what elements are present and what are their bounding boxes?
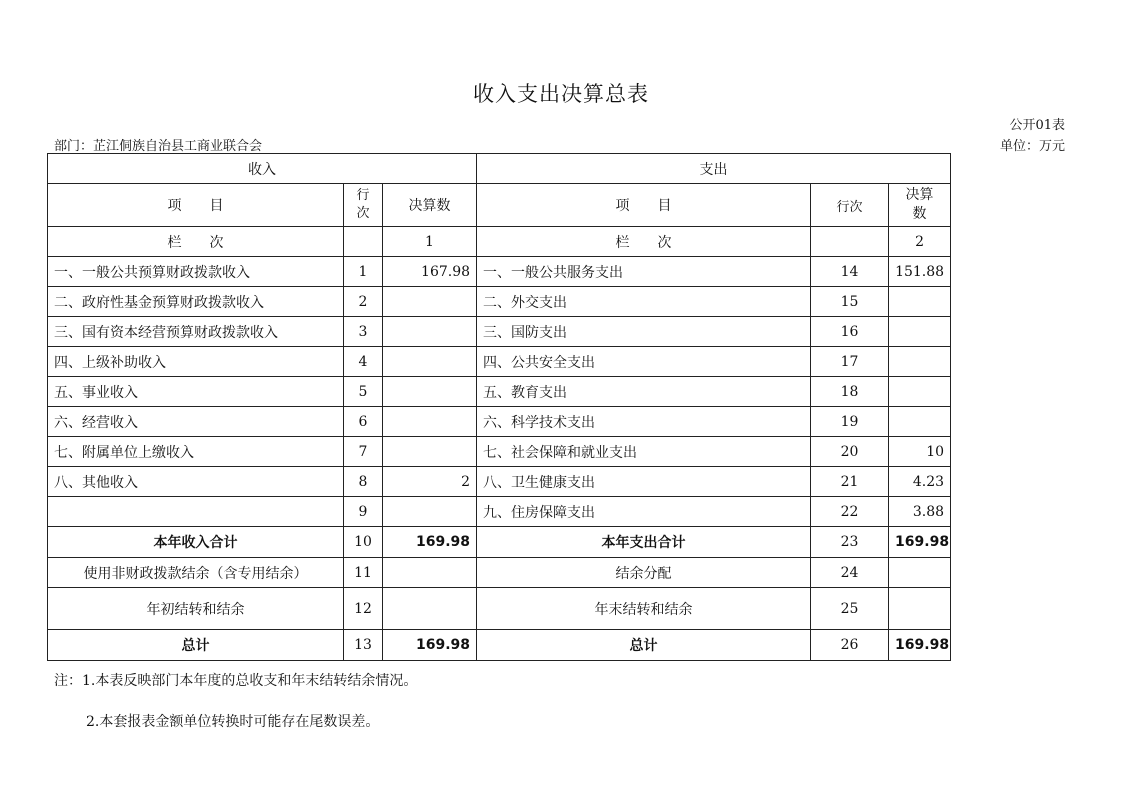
income-amount	[383, 407, 477, 437]
column-number-income: 1	[383, 227, 477, 257]
expense-line-number: 16	[811, 317, 889, 347]
surplus-distribution-label: 结余分配	[477, 558, 811, 588]
table-row	[48, 377, 951, 407]
expense-item: 四、公共安全支出	[477, 347, 811, 377]
expense-line-number: 21	[811, 467, 889, 497]
expense-amount-header: 决算 数	[889, 184, 951, 227]
income-amount	[383, 437, 477, 467]
expense-line-number: 22	[811, 497, 889, 527]
surplus-distribution-amount	[889, 558, 951, 588]
income-line-number: 1	[344, 257, 383, 287]
income-item: 五、事业收入	[48, 377, 344, 407]
expense-section-header: 支出	[477, 154, 951, 184]
expense-subtotal-amount: 169.98	[889, 527, 951, 558]
expense-subtotal-label: 本年支出合计	[477, 527, 811, 558]
income-subtotal-line: 10	[344, 527, 383, 558]
income-total-label: 总计	[48, 630, 344, 661]
table-row	[48, 407, 951, 437]
income-item: 一、一般公共预算财政拨款收入	[48, 257, 344, 287]
expense-line-number: 20	[811, 437, 889, 467]
surplus-distribution-line: 24	[811, 558, 889, 588]
income-item: 八、其他收入	[48, 467, 344, 497]
table-row	[48, 257, 951, 287]
note-2: 2.本套报表金额单位转换时可能存在尾数误差。	[86, 714, 380, 730]
table-row	[48, 437, 951, 467]
expense-item: 二、外交支出	[477, 287, 811, 317]
income-line-number: 6	[344, 407, 383, 437]
closing-carryover-label: 年末结转和结余	[477, 588, 811, 630]
expense-line-number: 17	[811, 347, 889, 377]
income-expense-table	[47, 153, 951, 661]
income-item: 二、政府性基金预算财政拨款收入	[48, 287, 344, 317]
expense-item: 三、国防支出	[477, 317, 811, 347]
expense-amount: 4.23	[889, 467, 951, 497]
expense-item: 八、卫生健康支出	[477, 467, 811, 497]
expense-amount: 3.88	[889, 497, 951, 527]
income-line-header: 行 次	[344, 184, 383, 227]
non-fiscal-balance-label: 使用非财政拨款结余（含专用结余）	[48, 558, 344, 588]
expense-item: 六、科学技术支出	[477, 407, 811, 437]
opening-carryover-label: 年初结转和结余	[48, 588, 344, 630]
opening-carryover-amount	[383, 588, 477, 630]
income-line-number: 3	[344, 317, 383, 347]
expense-line-number: 14	[811, 257, 889, 287]
closing-carryover-line: 25	[811, 588, 889, 630]
income-item: 七、附属单位上缴收入	[48, 437, 344, 467]
income-line-number: 4	[344, 347, 383, 377]
table-row	[48, 317, 951, 347]
expense-item-header: 项 目	[477, 184, 811, 227]
expense-item: 五、教育支出	[477, 377, 811, 407]
expense-amount	[889, 347, 951, 377]
note-1: 注：1.本表反映部门本年度的总收支和年末结转结余情况。	[54, 673, 418, 689]
income-line-number: 5	[344, 377, 383, 407]
income-line-number: 2	[344, 287, 383, 317]
income-item: 六、经营收入	[48, 407, 344, 437]
expense-item: 九、住房保障支出	[477, 497, 811, 527]
income-amount	[383, 317, 477, 347]
expense-line-number: 15	[811, 287, 889, 317]
department-label: 部门：芷江侗族自治县工商业联合会	[54, 139, 263, 154]
closing-carryover-amount	[889, 588, 951, 630]
expense-item: 一、一般公共服务支出	[477, 257, 811, 287]
income-amount: 2	[383, 467, 477, 497]
subtotal-row	[48, 527, 951, 558]
column-label: 栏 次	[48, 227, 344, 257]
column-number-expense: 2	[889, 227, 951, 257]
non-fiscal-row	[48, 558, 951, 588]
income-item: 三、国有资本经营预算财政拨款收入	[48, 317, 344, 347]
expense-total-amount: 169.98	[889, 630, 951, 661]
expense-amount: 10	[889, 437, 951, 467]
income-amount-header: 决算数	[383, 184, 477, 227]
expense-amount: 151.88	[889, 257, 951, 287]
income-line-number: 8	[344, 467, 383, 497]
expense-line-number: 18	[811, 377, 889, 407]
income-amount	[383, 347, 477, 377]
opening-carryover-line: 12	[344, 588, 383, 630]
income-subtotal-label: 本年收入合计	[48, 527, 344, 558]
expense-subtotal-line: 23	[811, 527, 889, 558]
empty-cell	[344, 227, 383, 257]
income-amount: 167.98	[383, 257, 477, 287]
table-row	[48, 347, 951, 377]
form-number: 公开01表	[1009, 118, 1065, 133]
income-line-number: 9	[344, 497, 383, 527]
table-row	[48, 467, 951, 497]
non-fiscal-balance-amount	[383, 558, 477, 588]
unit-label: 单位：万元	[999, 139, 1065, 154]
expense-item: 七、社会保障和就业支出	[477, 437, 811, 467]
income-amount	[383, 497, 477, 527]
expense-line-header: 行次	[811, 184, 889, 227]
table-row	[48, 497, 951, 527]
total-row	[48, 630, 951, 661]
expense-amount	[889, 317, 951, 347]
page-title: 收入支出决算总表	[473, 82, 649, 106]
income-section-header: 收入	[48, 154, 477, 184]
income-subtotal-amount: 169.98	[383, 527, 477, 558]
carryover-row	[48, 588, 951, 630]
column-label: 栏 次	[477, 227, 811, 257]
income-amount	[383, 287, 477, 317]
income-total-line: 13	[344, 630, 383, 661]
income-item: 四、上级补助收入	[48, 347, 344, 377]
empty-cell	[811, 227, 889, 257]
income-amount	[383, 377, 477, 407]
income-line-number: 7	[344, 437, 383, 467]
non-fiscal-balance-line: 11	[344, 558, 383, 588]
expense-amount	[889, 407, 951, 437]
income-total-amount: 169.98	[383, 630, 477, 661]
expense-amount	[889, 377, 951, 407]
income-item-header: 项 目	[48, 184, 344, 227]
table-row	[48, 287, 951, 317]
expense-total-label: 总计	[477, 630, 811, 661]
expense-amount	[889, 287, 951, 317]
expense-total-line: 26	[811, 630, 889, 661]
income-item	[48, 497, 344, 527]
expense-line-number: 19	[811, 407, 889, 437]
